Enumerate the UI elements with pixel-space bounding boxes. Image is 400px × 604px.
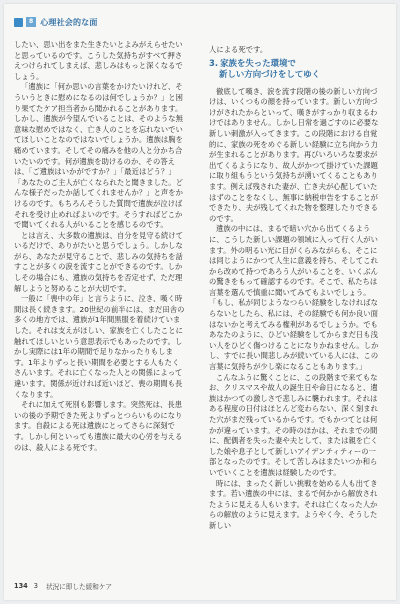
left-paragraph: それに加えて死別も影響します。突然死は、長患いの後の予期できた死よりずっとつらいものになります。自殺による死は遺族にとってさらに深刻です。しかし何といっても遺族に最大の心労を与えるのは、殺人による死です。	[14, 400, 183, 452]
right-paragraph: 時には、まったく新しい挑戦を始める人も出てきます。若い遺族の中には、まるで何かから解放されたように見える人もいます。それは亡くなった人からの解放のように見えます。ようやく今、そうした新しい	[209, 478, 378, 530]
page-footer	[14, 580, 112, 592]
left-paragraph: 「遺族に「何か思いの言葉をかけたいけれど、そういうときに慰めになるのは何でしょうか？」と困り果てたケア担当者から聞かれることがあります。しかし、遺族が今望んでいることは、そのような無意味な慰めではなく、亡き人のことを忘れないでいてほしいことなのではないでしょうか。遺族は胸を痛めています。そしてその痛みを他の人と分かち合いたいのです。何が遺族を助けるのか、その答えは、「ご遺族はいかがですか？」「最近はどう？」「あなたのご主人が亡くなられたと聞きました。どんな様子だったか話してくれませんか？」と声をかけるのです。もちろんそうした質問で遺族が泣けばそれを受け止めればよいのです。そうすればどこかで聞いてくれる人がいることを感じるのです。	[14, 82, 183, 230]
footer-separator	[41, 582, 43, 590]
left-paragraph: とは言え、大多数の遺族は、自分を見守る続けているだけで、ありがたいと思うでしょう。しかしながら、あなたが見守ることで、悲しみの気持ちを話すことが多くの涙を流すことができるのです。しかしその場合にも、遺族の気持ちを否定せず、ただ理解しようと努めることが大切です。	[14, 230, 184, 293]
right-column	[209, 45, 381, 532]
right-paragraph: こんなふうに驚くことに、この段階まで来てもなお、クリスマスや故人の誕生日や命日になると、遺族はかつての激しさで悲しみに襲われます。それはある程度の日付はほとんど変わらない、深く刻まれた穴がまだ残っているからです。でもかつてとは何かが違っています。その時のほかは、それまでの間に、配偶者を失った妻や夫として、または親を亡くした娘や息子として新しいアイデンティティーの一部となったのです。そして苦しみはまたいつか和らいでいくことを遺族は経験したのです。	[209, 372, 378, 477]
page-number: 134	[14, 582, 28, 590]
footer-chapter-title: 状況に即した緩和ケア	[46, 583, 113, 591]
right-paragraph: 遺族の中には、まるで暗い穴から出てくるように、こうした新しい課題の領域に入って行く人がいます。外の明るい光に目がくらみながらも、そこには同じようにかつて人生に意義を持ち、そしてこれから改めて持つであろう人がいることを、いくぶんの驚きをもって確認するのです。そこで、私たちは言葉を選んで慎重に聞いてみてもよいでしょう。「もし、私が同じようなつらい経験をしなければならないとしたら、私には、その経験でも何か良い面はないかと考えてみる権利があるでしょうか。でもあなたのように、ひどい経験をしてからまだ日も浅い人をひどく傷つけることになりかねません。しかし、すでに長い間悲しみが続いている人には、この言葉に気持ちが少し楽になることもあります。」	[209, 224, 379, 372]
section-title-line1: 家族を失った環境で	[220, 57, 296, 68]
right-paragraph: 徹底して嘆き、涙を流す段階の後の新しい方向づけは、いくつもの顔を持っています。新しい方向づけがされたからといって、嘆きがすっかり収まるわけではありません。しかし日常を過ごすのに必要な新しい刺激が入ってきます。この段階における自覚的に、家族の死をめぐる新しい経験に立ち向かう力が生まれることがあります。再びいろいろな要求が出てくるようになり、故人がかつて掛けていた課題に取り組もうという気持ちが湧いてくることもあります。例えば残された妻が、亡き夫が心配していたはずのことをなくし、無事に納税申告をすることができたり、夫が残してくれた物を整理したりできるのです。	[209, 86, 379, 223]
left-paragraph: 一般に「喪中の年」と言うように、泣き、嘆く時間は長く続きます。20世紀の前半には、まだ田舎の多くの地方では、遺族が1年間黒服を着続けていました。それは支えがほしい、家族を亡くしたことに触れてほしいという意思表示でもあったのです。しかし実際には1年の期間で足りなかったりもします。1年よりずっと長い期間を必要とする人もたくさんいます。それに亡くなった人との関係によって違います。関係が近ければ近いほど、喪の期間も長くなります。	[14, 294, 185, 399]
footer-chapter-number: 3	[33, 582, 38, 590]
book-page	[4, 4, 396, 600]
section-title-line2: 新しい方向づけをしてゆく	[219, 69, 321, 80]
left-paragraph: したい、思い出をまた生きたいとよみがえらせたいと思っているのです。こうした気持ちがすべて押さえつけられてしまえば、悲しみはもっと深くなるでしょう。	[14, 40, 183, 81]
section-heading	[209, 58, 381, 81]
chapter-number-badge: 8	[26, 17, 36, 27]
chapter-header	[14, 16, 98, 28]
section-number: 3.	[209, 57, 219, 68]
right-intro-text: 人による死です。	[209, 45, 268, 54]
chapter-title: 心理社会的な面	[40, 17, 98, 27]
header-marker-square	[14, 18, 23, 27]
left-column	[14, 40, 186, 453]
